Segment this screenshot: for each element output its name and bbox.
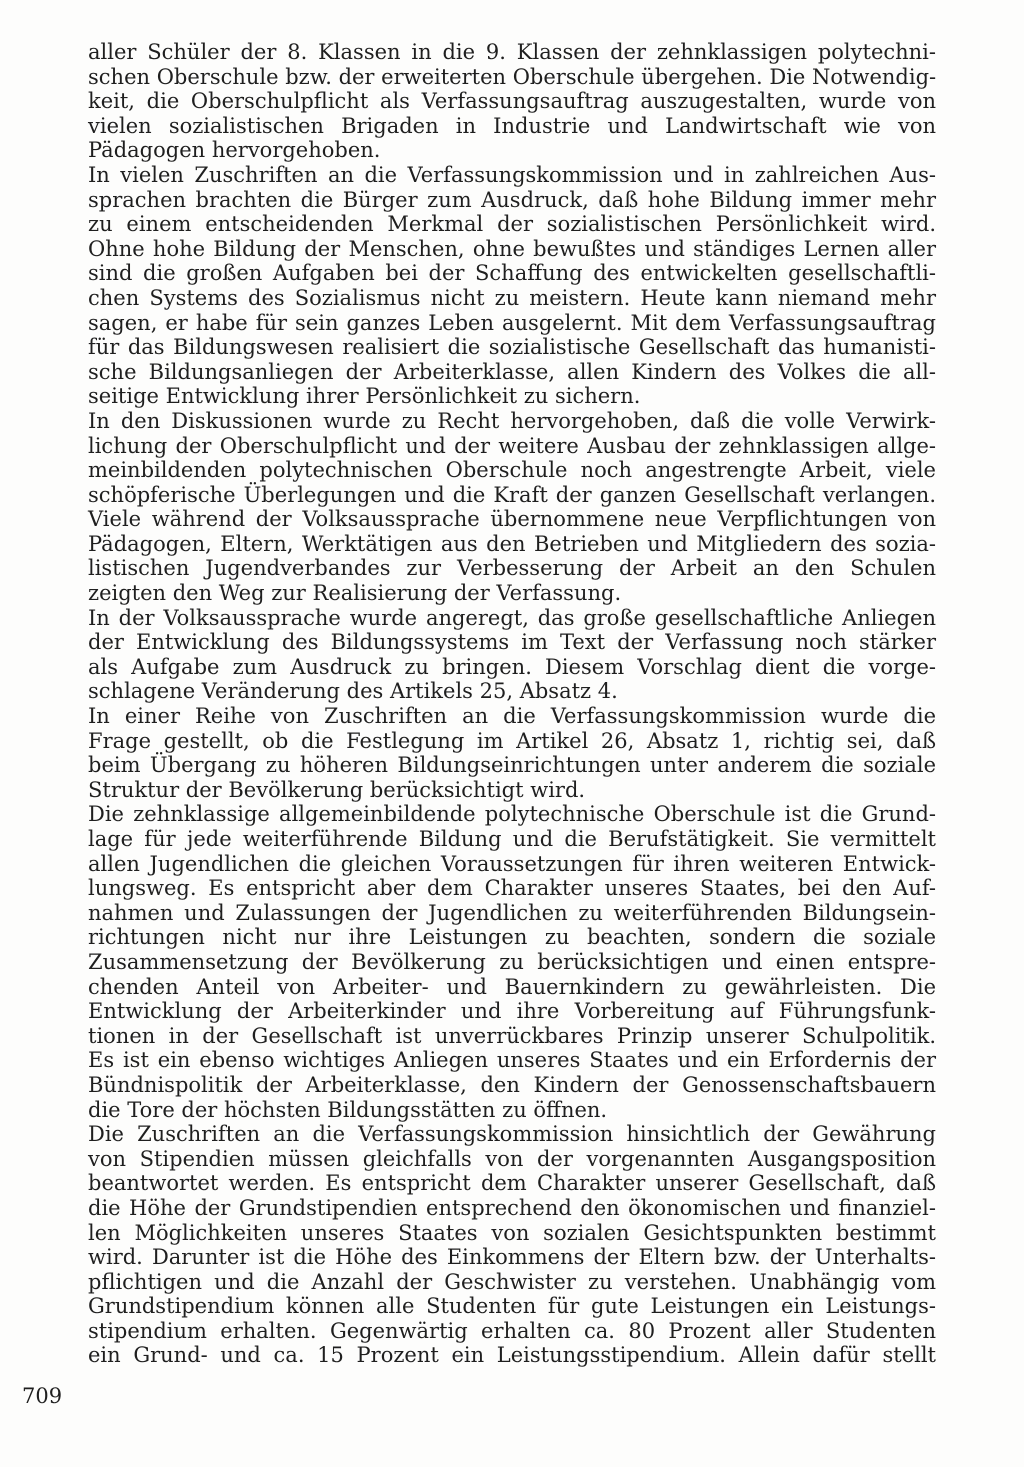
text-line: In der Volksaussprache wurde angeregt, das große gesellschaftliche Anliegen bbox=[88, 605, 936, 630]
text-line: allen Jugendlichen die gleichen Voraussetzungen für ihren weiteren Entwick- bbox=[88, 851, 936, 876]
text-line: Grundstipendium können alle Studenten für gute Leistungen ein Leistungs- bbox=[88, 1294, 936, 1319]
text-line: Pädagogen, Eltern, Werktätigen aus den Betrieben und Mitgliedern des sozia- bbox=[88, 531, 936, 556]
text-line: keit, die Oberschulpflicht als Verfassungsauftrag auszugestalten, wurde von bbox=[88, 89, 936, 114]
text-line: beantwortet werden. Es entspricht dem Charakter unserer Gesellschaft, daß bbox=[88, 1171, 936, 1196]
text-line: zeigten den Weg zur Realisierung der Verfassung. bbox=[88, 581, 622, 606]
text-line: In einer Reihe von Zuschriften an die Verfassungskommission wurde die bbox=[88, 704, 936, 729]
text-line: für das Bildungswesen realisiert die sozialistische Gesellschaft das humanisti- bbox=[88, 335, 936, 360]
text-line: meinbildenden polytechnischen Oberschule noch angestrengte Arbeit, viele bbox=[88, 458, 936, 483]
text-line: seitige Entwicklung ihrer Persönlichkeit zu sichern. bbox=[88, 384, 641, 409]
text-line: chen Systems des Sozialismus nicht zu meistern. Heute kann niemand mehr bbox=[88, 285, 936, 310]
text-line: listischen Jugendverbandes zur Verbesserung der Arbeit an den Schulen bbox=[88, 556, 936, 581]
text-line: Bündnispolitik der Arbeiterklasse, den Kindern der Genossenschaftsbauern bbox=[88, 1072, 936, 1097]
text-line: Es ist ein ebenso wichtiges Anliegen unseres Staates und ein Erfordernis der bbox=[88, 1048, 936, 1073]
text-line: als Aufgabe zum Ausdruck zu bringen. Diesem Vorschlag dient die vorge- bbox=[88, 654, 936, 679]
text-line: Zusammensetzung der Bevölkerung zu berücksichtigen und einen entspre- bbox=[88, 949, 936, 974]
text-line: aller Schüler der 8. Klassen in die 9. Klassen der zehnklassigen polytechni- bbox=[88, 40, 936, 64]
text-line: nahmen und Zulassungen der Jugendlichen zu weiterführenden Bildungsein- bbox=[88, 900, 936, 925]
text-line: lichung der Oberschulpflicht und der weitere Ausbau der zehnklassigen allge- bbox=[88, 433, 936, 458]
text-line: schöpferische Überlegungen und die Kraft der ganzen Gesellschaft verlangen. bbox=[88, 482, 936, 507]
page-number: 709 bbox=[22, 1384, 63, 1408]
text-line: vielen sozialistischen Brigaden in Industrie und Landwirtschaft wie von bbox=[88, 113, 936, 138]
text-line: Entwicklung der Arbeiterkinder und ihre Vorbereitung auf Führungsfunk- bbox=[88, 999, 936, 1024]
text-line: len Möglichkeiten unseres Staates von sozialen Gesichtspunkten bestimmt bbox=[88, 1220, 936, 1245]
text-line: wird. Darunter ist die Höhe des Einkommens der Eltern bzw. der Unterhalts- bbox=[88, 1245, 936, 1270]
text-line: sind die großen Aufgaben bei der Schaffung des entwickelten gesellschaftli- bbox=[88, 261, 936, 286]
text-line: tionen in der Gesellschaft ist unverrückbares Prinzip unserer Schulpolitik. bbox=[88, 1023, 936, 1048]
text-line: Ohne hohe Bildung der Menschen, ohne bewußtes und ständiges Lernen aller bbox=[88, 236, 936, 261]
text-line: In den Diskussionen wurde zu Recht hervorgehoben, daß die volle Verwirk- bbox=[88, 408, 936, 433]
text-line: von Stipendien müssen gleichfalls von der vorgenannten Ausgangsposition bbox=[88, 1146, 936, 1171]
body-text bbox=[88, 40, 936, 1368]
text-line: In vielen Zuschriften an die Verfassungskommission und in zahlreichen Aus- bbox=[88, 162, 936, 187]
text-line: lungsweg. Es entspricht aber dem Charakter unseres Staates, bei den Auf- bbox=[88, 876, 936, 901]
text-line: der Entwicklung des Bildungssystems im Text der Verfassung noch stärker bbox=[88, 630, 936, 655]
text-line: sche Bildungsanliegen der Arbeiterklasse, allen Kindern des Volkes die all- bbox=[88, 359, 936, 384]
text-line: zu einem entscheidenden Merkmal der sozialistischen Persönlichkeit wird. bbox=[88, 212, 936, 237]
text-line: Die Zuschriften an die Verfassungskommission hinsichtlich der Gewährung bbox=[88, 1122, 936, 1147]
text-line: lage für jede weiterführende Bildung und die Berufstätigkeit. Sie vermittelt bbox=[88, 827, 936, 851]
text-line: Viele während der Volksaussprache übernommene neue Verpflichtungen von bbox=[88, 507, 936, 532]
text-line: Frage gestellt, ob die Festlegung im Artikel 26, Absatz 1, richtig sei, daß bbox=[88, 728, 936, 753]
text-line: Pädagogen hervorgehoben. bbox=[88, 138, 381, 163]
text-line: stipendium erhalten. Gegenwärtig erhalten ca. 80 Prozent aller Studenten bbox=[88, 1318, 936, 1343]
text-line: schen Oberschule bzw. der erweiterten Oberschule übergehen. Die Notwendig- bbox=[88, 64, 937, 89]
text-line: richtungen nicht nur ihre Leistungen zu beachten, sondern die soziale bbox=[88, 925, 936, 950]
text-line: sagen, er habe für sein ganzes Leben ausgelernt. Mit dem Verfassungsauftrag bbox=[88, 310, 936, 335]
text-line: sprachen brachten die Bürger zum Ausdruck, daß hohe Bildung immer mehr bbox=[88, 187, 936, 212]
text-line: Die zehnklassige allgemeinbildende polytechnische Oberschule ist die Grund- bbox=[88, 802, 936, 827]
text-line: pflichtigen und die Anzahl der Geschwister zu verstehen. Unabhängig vom bbox=[88, 1269, 936, 1294]
text-line: die Tore der höchsten Bildungsstätten zu öffnen. bbox=[88, 1097, 608, 1122]
text-line: ein Grund- und ca. 15 Prozent ein Leistungsstipendium. Allein dafür stellt bbox=[88, 1343, 936, 1368]
text-line: chenden Anteil von Arbeiter- und Bauernkindern zu gewährleisten. Die bbox=[88, 974, 936, 999]
text-line: schlagene Veränderung des Artikels 25, Absatz 4. bbox=[88, 679, 618, 704]
text-line: beim Übergang zu höheren Bildungseinrichtungen unter anderem die soziale bbox=[88, 753, 936, 778]
text-line: Struktur der Bevölkerung berücksichtigt wird. bbox=[88, 777, 586, 802]
text-line: die Höhe der Grundstipendien entsprechend den ökonomischen und finanziel- bbox=[88, 1195, 936, 1220]
